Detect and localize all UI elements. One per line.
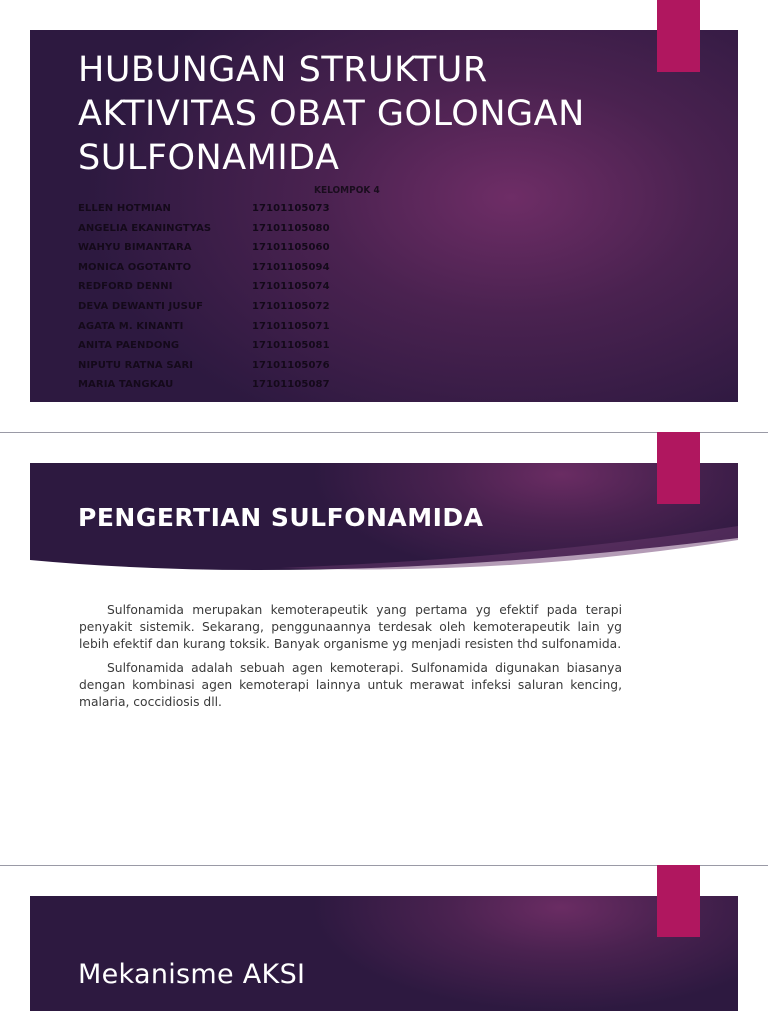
member-nim: 17101105076: [252, 359, 330, 371]
slide-body-text: [79, 602, 622, 718]
member-name: ELLEN HOTMIAN: [78, 203, 172, 214]
member-name: WAHYU BIMANTARA: [78, 242, 192, 254]
member-name: AGATA M. KINANTI: [78, 320, 184, 332]
slide-divider: [0, 432, 768, 433]
paragraph: Sulfonamida adalah sebuah agen kemoterapi. Sulfonamida digunakan biasanya dengan kombinasi agen kemoterapi lainnya untuk merawat infeksi saluran kencing, malaria, coccidiosis dll.: [79, 661, 622, 709]
presentation-title: HUBUNGAN STRUKTUR AKTIVITAS OBAT GOLONGAN SULFONAMIDA: [78, 50, 585, 178]
member-row: [78, 379, 478, 399]
member-nim: 17101105071: [252, 320, 330, 332]
slide-accent-bar: [657, 0, 700, 72]
member-row: [78, 281, 478, 301]
member-row: [78, 203, 478, 223]
slide-divider: [0, 865, 768, 866]
member-name: MONICA OGOTANTO: [78, 261, 192, 273]
member-row: [78, 340, 478, 360]
member-row: [78, 301, 478, 321]
member-name: MARIA TANGKAU: [78, 379, 174, 391]
member-name: ANGELIA EKANINGTYAS: [78, 222, 212, 234]
member-name: NIPUTU RATNA SARI: [78, 359, 194, 371]
section-title: PENGERTIAN SULFONAMIDA: [78, 503, 484, 532]
section-banner: [30, 463, 738, 578]
member-row: [78, 321, 478, 341]
member-row: [78, 360, 478, 380]
group-label: KELOMPOK 4: [314, 185, 380, 196]
member-list: [78, 203, 478, 399]
slide-accent-bar: [657, 432, 700, 504]
member-name: REDFORD DENNI: [78, 281, 173, 293]
member-nim: 17101105060: [252, 242, 330, 254]
section-banner: [30, 896, 738, 1011]
member-name: DEVA DEWANTI JUSUF: [78, 300, 204, 312]
member-nim: 17101105072: [252, 300, 330, 312]
member-row: [78, 223, 478, 243]
member-row: [78, 242, 478, 262]
member-row: [78, 262, 478, 282]
member-nim: 17101105074: [252, 281, 330, 293]
slide-accent-bar: [657, 865, 700, 937]
wave-decoration: [30, 518, 738, 578]
member-nim: 17101105073: [252, 203, 330, 214]
member-nim: 17101105081: [252, 340, 330, 352]
section-title: Mekanisme AKSI: [78, 959, 306, 990]
member-nim: 17101105087: [252, 379, 330, 391]
title-slide-banner: [30, 30, 738, 402]
member-name: ANITA PAENDONG: [78, 340, 180, 352]
member-nim: 17101105080: [252, 222, 330, 234]
member-nim: 17101105094: [252, 261, 330, 273]
paragraph: Sulfonamida merupakan kemoterapeutik yang pertama yg efektif pada terapi penyakit sistemik. Sekarang, penggunaannya terdesak oleh kemoterapeutik lain yg lebih efektif dan kurang toksik. Banyak organisme yg menjadi resisten thd sulfonamida.: [79, 603, 622, 651]
